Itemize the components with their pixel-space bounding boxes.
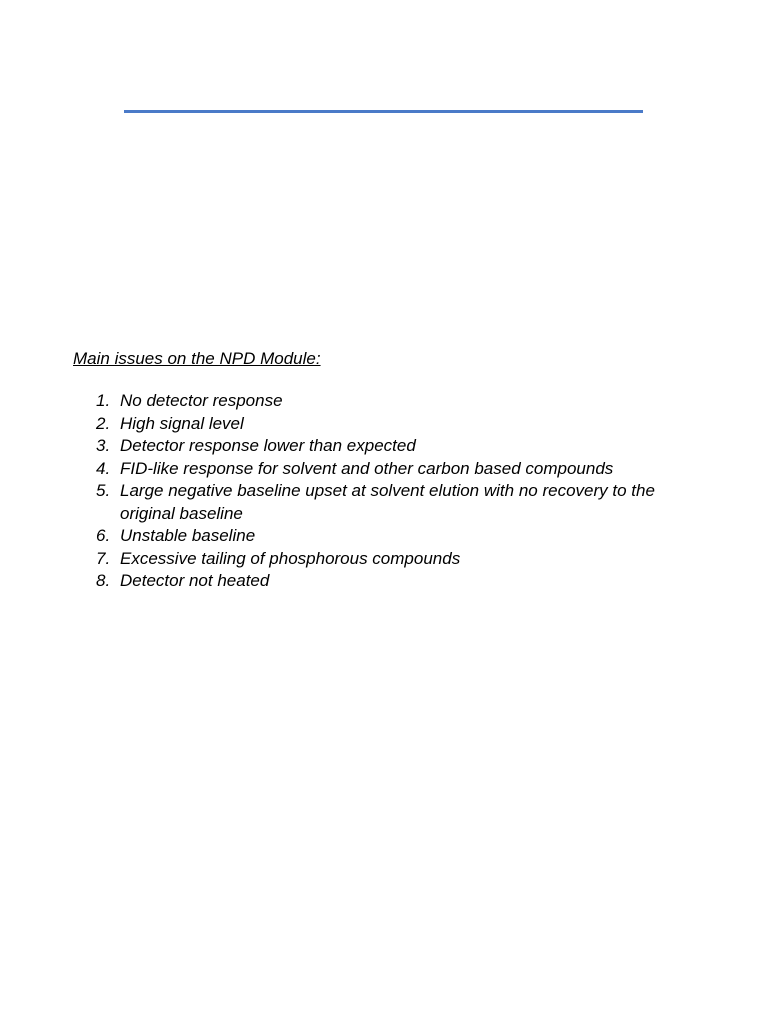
list-item bbox=[0, 570, 700, 593]
list-item bbox=[0, 525, 700, 548]
list-item-text: High signal level bbox=[120, 413, 244, 433]
list-item bbox=[0, 435, 700, 458]
list-item-text: Unstable baseline bbox=[120, 526, 256, 545]
header-rule bbox=[124, 110, 643, 113]
list-item bbox=[0, 390, 700, 413]
list-item-number: 4. bbox=[96, 458, 111, 478]
list-item-text: Detector response lower than expected bbox=[120, 436, 416, 455]
list-item bbox=[0, 480, 700, 525]
list-item bbox=[0, 548, 700, 571]
list-item-text: Excessive tailing of phosphorous compounds bbox=[120, 548, 461, 568]
list-item-text: Detector not heated bbox=[120, 571, 270, 590]
list-item-number: 5. bbox=[96, 481, 111, 500]
list-item-text: FID-like response for solvent and other carbon based compounds bbox=[120, 458, 614, 478]
list-item-number: 1. bbox=[96, 391, 111, 410]
section-heading: Main issues on the NPD Module: bbox=[73, 349, 321, 368]
list-item-text: Large negative baseline upset at solvent elution with no recovery to the original baseline bbox=[120, 481, 655, 523]
list-item-number: 6. bbox=[96, 526, 111, 545]
list-item bbox=[0, 458, 700, 481]
list-item-number: 8. bbox=[96, 571, 111, 590]
issues-list bbox=[0, 390, 700, 593]
list-item-number: 7. bbox=[96, 548, 111, 568]
list-item bbox=[0, 413, 700, 436]
list-item-number: 2. bbox=[96, 413, 111, 433]
list-item-number: 3. bbox=[96, 436, 111, 455]
list-item-text: No detector response bbox=[120, 391, 283, 410]
